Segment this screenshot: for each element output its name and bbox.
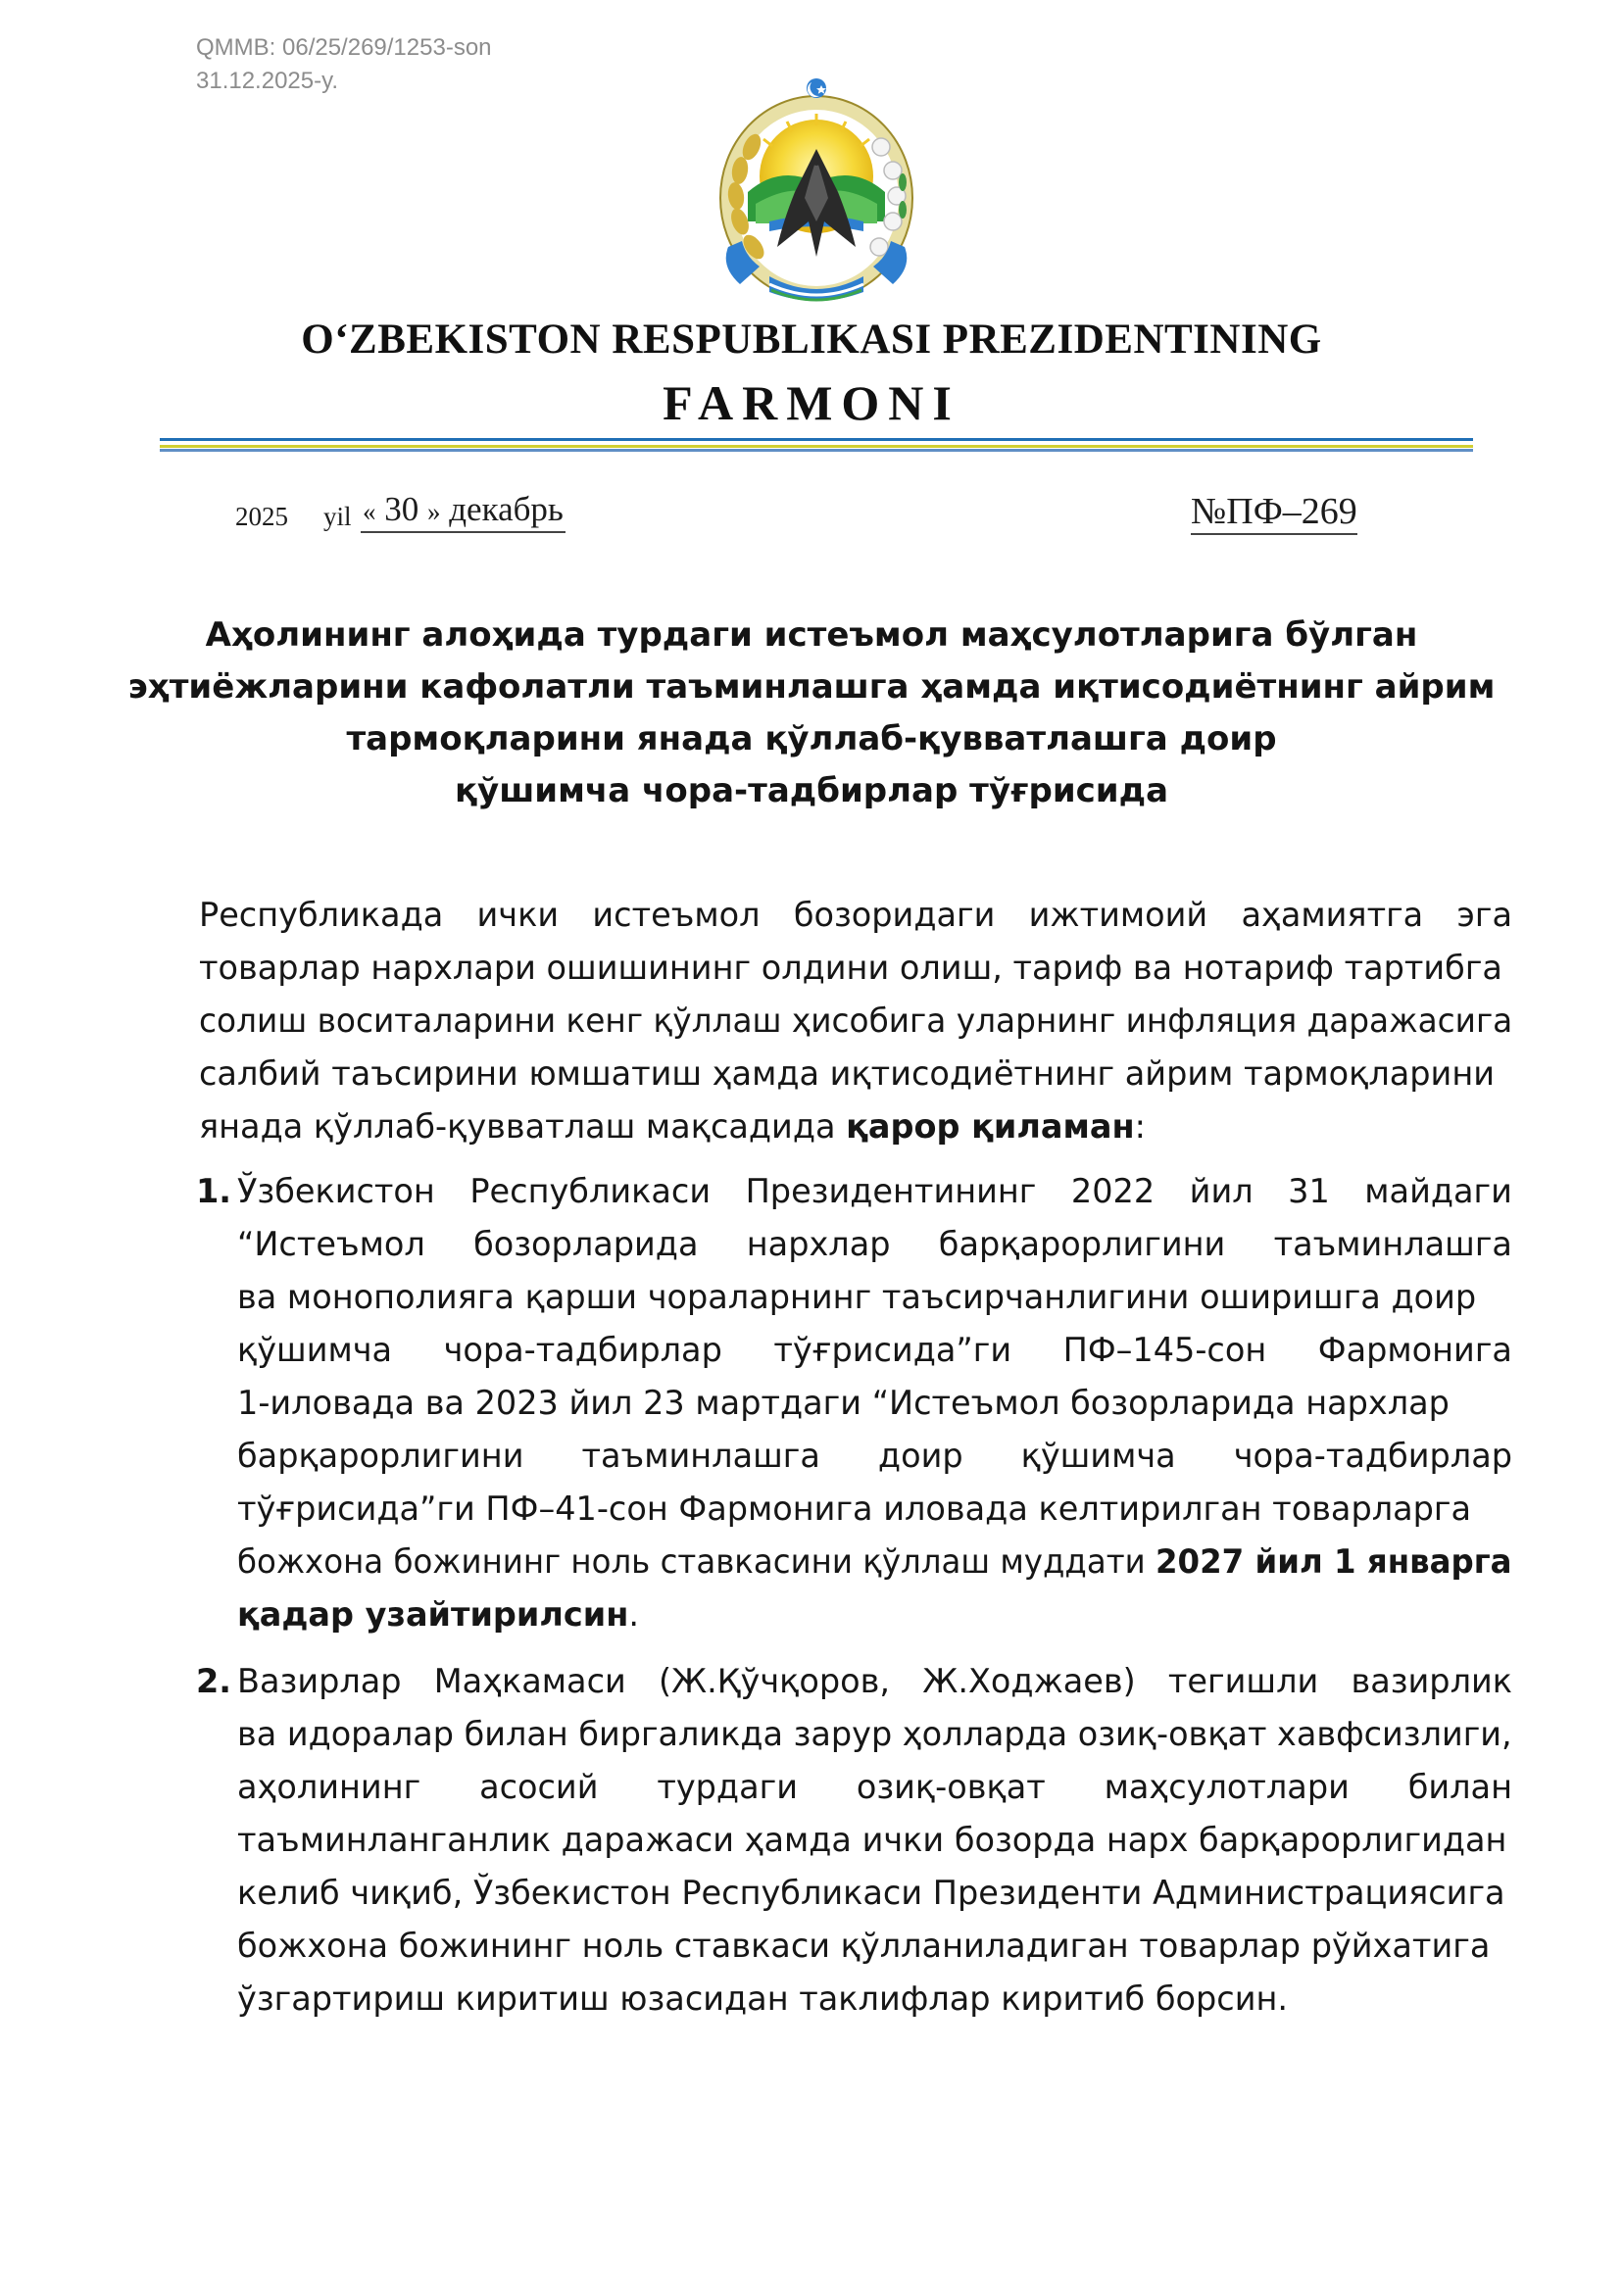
registration-number: QMMB: 06/25/269/1253-son	[196, 34, 492, 61]
title-line: тармоқларини янада қўллаб-қувватлашга доир	[346, 719, 1277, 758]
item-2-line-2: ва идоралар билан биргаликда зарур ҳолларда озиқ-овқат хавфсизлиги,	[237, 1715, 1512, 1753]
word: вазирлик	[1351, 1662, 1512, 1700]
item-2-line-5: келиб чиқиб, Ўзбекистон Республикаси Президенти Администрациясига	[237, 1874, 1505, 1912]
item-1-line-7: тўғрисида”ги ПФ–41-сон Фармонига иловада келтирилган товарларга	[237, 1490, 1472, 1528]
word: ижтимоий	[1028, 896, 1208, 934]
item-1-line-5: 1-иловада ва 2023 йил 23 мартдаги “Истеъмол бозорларида нархлар	[237, 1384, 1450, 1422]
word: турдаги	[657, 1768, 798, 1806]
item-1-line-4	[237, 1324, 1512, 1377]
date-month: декабрь	[449, 490, 564, 528]
word: 2022	[1070, 1172, 1156, 1210]
item-2-line-1	[237, 1655, 1512, 1708]
word: бозорларида	[473, 1225, 699, 1263]
date-yil-label: yil	[323, 502, 352, 531]
word: Ж.Ходжаев)	[922, 1662, 1136, 1700]
issuer-line: O‘ZBEKISTON RESPUBLIKASI PREZIDENTINING	[301, 317, 1322, 363]
word: тегишли	[1167, 1662, 1319, 1700]
word: йил	[1189, 1172, 1254, 1210]
word: барқарорлигини	[237, 1437, 524, 1475]
preamble-line-5	[199, 1100, 1146, 1153]
word: Ўзбекистон	[237, 1172, 435, 1210]
word: эга	[1456, 896, 1512, 934]
document-type: FARMONI	[663, 375, 960, 430]
item-2-number: 2.	[196, 1662, 232, 1700]
item-2-line-3	[237, 1761, 1512, 1814]
word: доир	[877, 1437, 963, 1475]
item-1-line-2	[237, 1218, 1512, 1271]
header-rule	[160, 438, 1473, 441]
word: аҳолининг	[237, 1768, 421, 1806]
word: озиқ-овқат	[856, 1768, 1046, 1806]
word: Республикаси	[469, 1172, 712, 1210]
word: таъминлашга	[581, 1437, 820, 1475]
item-1-line-9	[237, 1588, 639, 1641]
item-2-line-7: ўзгартириш киритиш юзасидан таклифлар киритиб борсин.	[237, 1979, 1289, 2018]
word: билан	[1407, 1768, 1512, 1806]
date-day-month	[361, 490, 566, 533]
state-emblem-icon	[701, 74, 932, 306]
word: Маҳкамаси	[433, 1662, 626, 1700]
preamble-text: янада қўллаб-қувватлаш мақсадида	[199, 1107, 847, 1146]
title-line: қўшимча чора-тадбирлар тўғрисида	[454, 771, 1169, 810]
word: Президентининг	[745, 1172, 1037, 1210]
word: асосий	[479, 1768, 599, 1806]
header-rule-blue	[160, 449, 1473, 452]
word: бозоридаги	[793, 896, 996, 934]
word: нархлар	[746, 1225, 891, 1263]
quote-open: «	[363, 497, 376, 526]
resolution-phrase: қарор қиламан	[846, 1107, 1135, 1146]
word: аҳамиятга	[1241, 896, 1424, 934]
word: Фармонига	[1317, 1331, 1512, 1369]
item-1-text: божхона божининг ноль ставкасини қўллаш муддати	[237, 1542, 1156, 1581]
deadline-date: 2027 йил 1 январга	[1155, 1542, 1512, 1581]
document-number: №ПФ–269	[1191, 490, 1357, 535]
title-line: эҳтиёжларини кафолатли таъминлашга ҳамда иқтисодиётнинг айрим	[127, 667, 1496, 707]
word: Республикада	[199, 896, 444, 934]
word: қўшимча	[237, 1331, 393, 1369]
preamble-colon: :	[1134, 1107, 1146, 1146]
word: ички	[476, 896, 560, 934]
word: қўшимча	[1020, 1437, 1176, 1475]
quote-close: »	[427, 497, 441, 526]
item-1-line-1	[237, 1165, 1512, 1218]
word: таъминлашга	[1273, 1225, 1512, 1263]
preamble-line-2: товарлар нархлари ошишининг олдини олиш, тариф ва нотариф тартибга	[199, 949, 1502, 987]
word: барқарорлигини	[938, 1225, 1226, 1263]
word: (Ж.Қўчқоров,	[658, 1662, 891, 1700]
word: майдаги	[1364, 1172, 1512, 1210]
word: 31	[1288, 1172, 1330, 1210]
item-1-period: .	[628, 1595, 640, 1634]
item-1-number: 1.	[196, 1172, 232, 1210]
header-rule-yellow	[160, 445, 1473, 448]
title-line: Аҳолининг алоҳида турдаги истеъмол маҳсулотларига бўлган	[205, 615, 1418, 655]
registration-date: 31.12.2025-y.	[196, 68, 338, 94]
date-day: 30	[384, 490, 419, 528]
item-2-line-6: божхона божининг ноль ставкаси қўлланиладиган товарлар рўйхатига	[237, 1927, 1491, 1965]
word: чора-тадбирлар	[1233, 1437, 1512, 1475]
word: “Истеъмол	[237, 1225, 425, 1263]
item-1-line-8	[237, 1536, 1512, 1588]
word: истеъмол	[592, 896, 761, 934]
extension-phrase: қадар узайтирилсин	[237, 1595, 629, 1634]
word: маҳсулотлари	[1104, 1768, 1350, 1806]
item-1-line-6	[237, 1430, 1512, 1483]
document-title	[127, 610, 1496, 817]
preamble-line-3: солиш воситаларини кенг қўллаш ҳисобига уларнинг инфляция даражасига	[199, 1001, 1513, 1040]
registration-stamp	[196, 31, 492, 98]
item-2-line-4: таъминланганлик даражаси ҳамда ички бозорда нарх барқарорлигидан	[237, 1821, 1507, 1859]
preamble-line-1	[199, 889, 1512, 942]
word: чора-тадбирлар	[443, 1331, 722, 1369]
word: тўғрисида”ги	[773, 1331, 1012, 1369]
word: Вазирлар	[237, 1662, 402, 1700]
preamble-line-4: салбий таъсирини юмшатиш ҳамда иқтисодиётнинг айрим тармоқларини	[199, 1054, 1495, 1093]
item-1-line-3: ва монополияга қарши чораларнинг таъсирчанлигини оширишга доир	[237, 1278, 1477, 1316]
word: ПФ–145-сон	[1062, 1331, 1267, 1369]
date-year: 2025	[235, 502, 288, 531]
